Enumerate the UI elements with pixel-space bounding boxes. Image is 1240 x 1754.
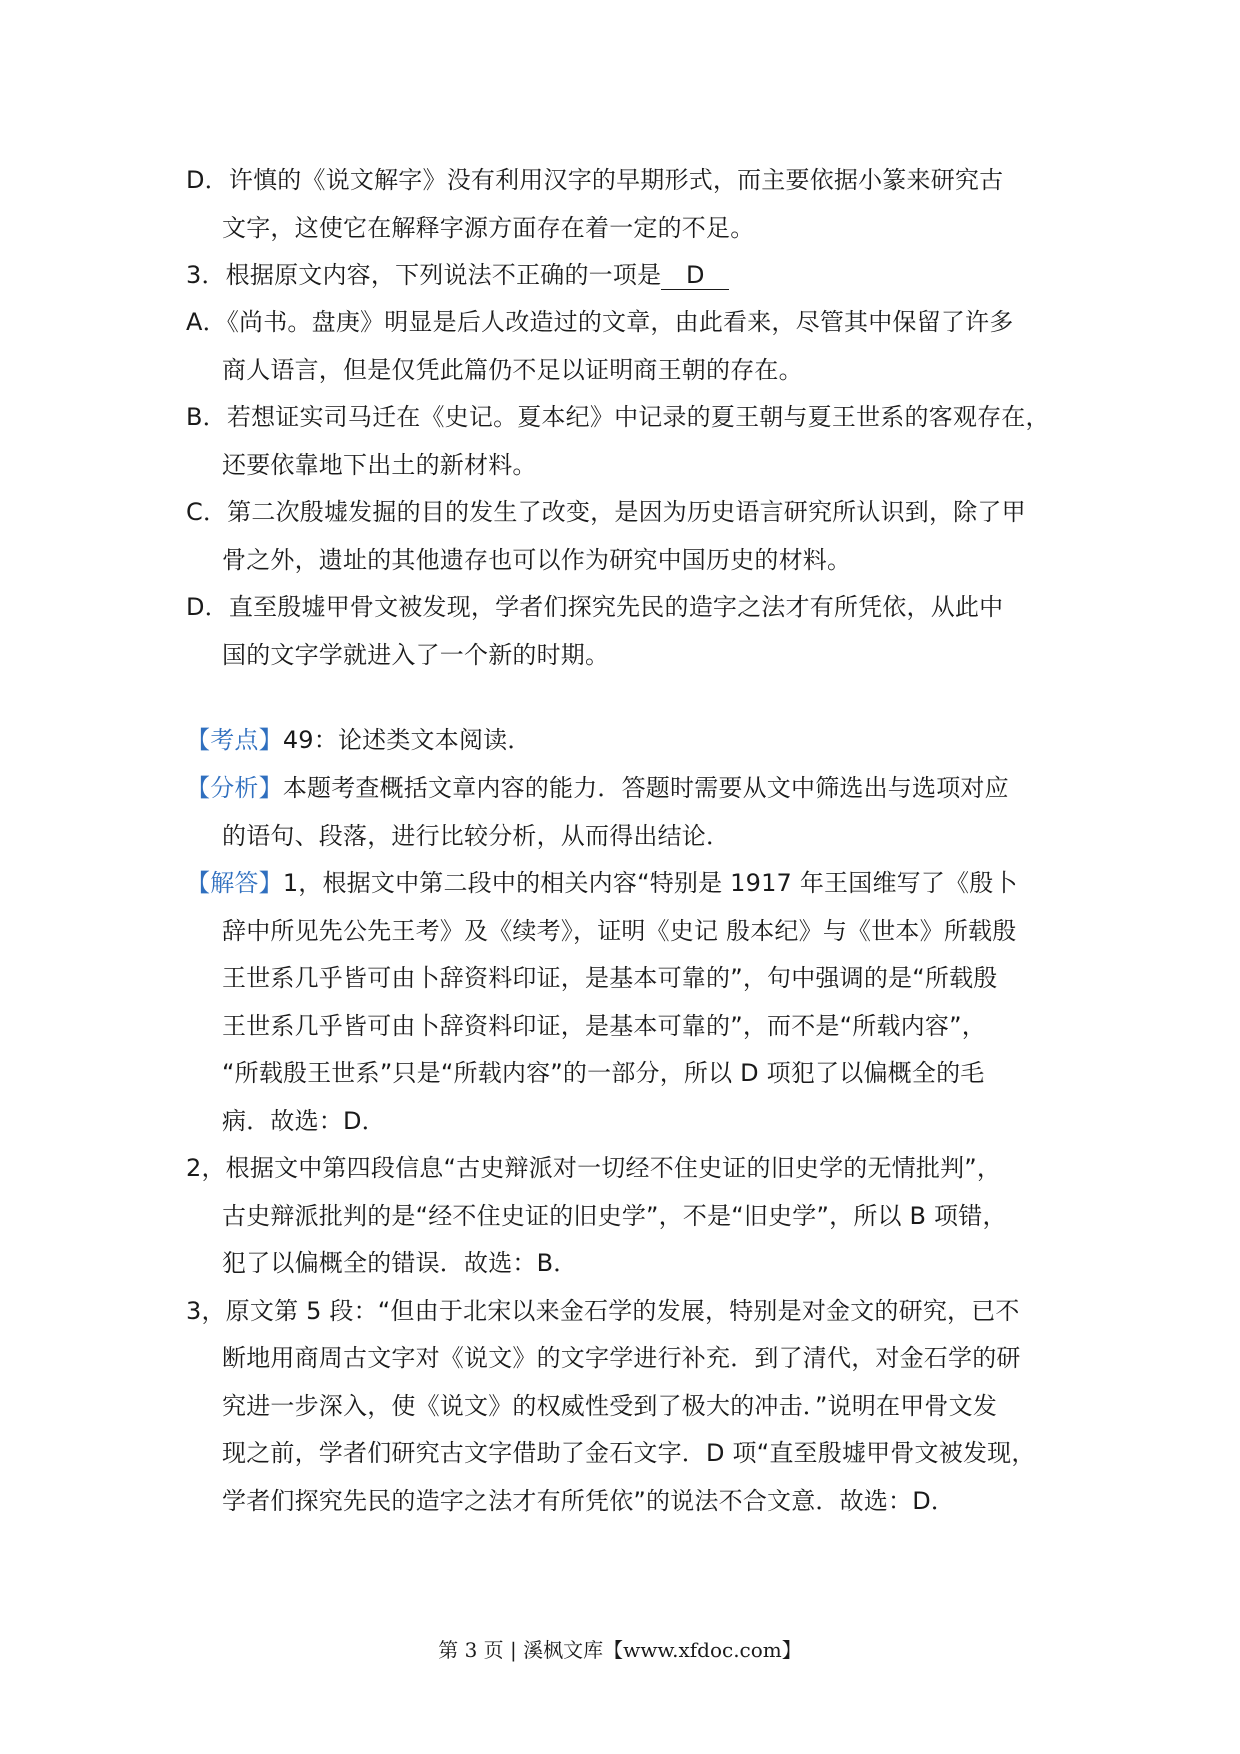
option-label: D． <box>186 593 229 621</box>
jieda-section <box>186 867 1018 899</box>
answer-point-3-cont: 究进一步深入，使《说文》的权威性受到了极大的冲击．”说明在甲骨文发 <box>222 1392 998 1420</box>
option-text: 第二次殷墟发掘的目的发生了改变，是因为历史语言研究所认识到，除了甲 <box>227 498 1026 526</box>
q2-option-d <box>186 164 1003 196</box>
fenxi-text: 本题考查概括文章内容的能力．答题时需要从文中筛选出与选项对应 <box>282 774 1009 802</box>
question-text: 3．根据原文内容，下列说法不正确的一项是 <box>186 261 662 289</box>
answer-point-2-cont: 犯了以偏概全的错误．故选：B． <box>222 1249 578 1277</box>
q3-option-c-cont: 骨之外，遗址的其他遗存也可以作为研究中国历史的材料。 <box>222 546 852 574</box>
jieda-tag: 【解答】 <box>186 869 283 897</box>
jieda-text: 1，根据文中第二段中的相关内容“特别是 1917 年王国维写了《殷卜 <box>282 869 1018 897</box>
option-label: A． <box>186 308 227 336</box>
jieda-line: 辞中所见先公先王考》及《续考》，证明《史记 殷本纪》与《世本》所载殷 <box>222 917 1017 945</box>
answer-point-3-cont: 断地用商周古文字对《说文》的文字学进行补充．到了清代，对金石学的研 <box>222 1344 1021 1372</box>
q3-option-a-cont: 商人语言，但是仅凭此篇仍不足以证明商王朝的存在。 <box>222 356 803 384</box>
q3-option-d <box>186 591 1003 623</box>
jieda-line: 病．故选：D． <box>222 1107 386 1135</box>
option-text: 直至殷墟甲骨文被发现，学者们探究先民的造字之法才有所凭依，从此中 <box>228 593 1004 621</box>
answer-point-2-cont: 古史辩派批判的是“经不住史证的旧史学”，不是“旧史学”，所以 B 项错， <box>222 1202 1007 1230</box>
fenxi-tag: 【分析】 <box>186 774 283 802</box>
option-label: B． <box>186 403 227 431</box>
q3-option-b-cont: 还要依靠地下出土的新材料。 <box>222 451 537 479</box>
jieda-line: 王世系几乎皆可由卜辞资料印证，是基本可靠的”，而不是“所载内容”， <box>222 1012 986 1040</box>
kaodian-text: 49：论述类文本阅读． <box>282 726 532 754</box>
page-footer: 第 3 页 | 溪枫文库【www.xfdoc.com】 <box>438 1638 802 1662</box>
q2-option-d-cont: 文字，这使它在解释字源方面存在着一定的不足。 <box>222 214 755 242</box>
q3-option-b <box>186 401 1050 433</box>
answer-blank: D <box>661 261 729 290</box>
q3-option-d-cont: 国的文字学就进入了一个新的时期。 <box>222 641 610 669</box>
option-text: 若想证实司马迁在《史记。夏本纪》中记录的夏王朝与夏王世系的客观存在， <box>226 403 1050 431</box>
kaodian-tag: 【考点】 <box>186 726 283 754</box>
q3-stem <box>186 259 729 291</box>
answer-point-3-cont: 现之前，学者们研究古文字借助了金石文字．D 项“直至殷墟甲骨文被发现， <box>222 1439 1036 1467</box>
option-label: D． <box>186 166 229 194</box>
answer-point-2: 2，根据文中第四段信息“古史辩派对一切经不住史证的旧史学的无情批判”， <box>186 1154 1002 1182</box>
jieda-line: “所载殷王世系”只是“所载内容”的一部分，所以 D 项犯了以偏概全的毛 <box>222 1059 985 1087</box>
fenxi-section <box>186 772 1009 804</box>
fenxi-text-cont: 的语句、段落，进行比较分析，从而得出结论． <box>222 822 731 850</box>
q3-option-a <box>186 306 1013 338</box>
kaodian-section <box>186 724 532 756</box>
q3-option-c <box>186 496 1026 528</box>
option-text: 许慎的《说文解字》没有利用汉字的早期形式，而主要依据小篆来研究古 <box>228 166 1004 194</box>
answer-point-3-cont: 学者们探究先民的造字之法才有所凭依”的说法不合文意．故选：D． <box>222 1487 956 1515</box>
option-text: 《尚书。盘庚》明显是后人改造过的文章，由此看来，尽管其中保留了许多 <box>226 308 1014 336</box>
jieda-line: 王世系几乎皆可由卜辞资料印证，是基本可靠的”，句中强调的是“所载殷 <box>222 964 998 992</box>
answer-point-3: 3，原文第 5 段：“但由于北宋以来金石学的发展，特别是对金文的研究，已不 <box>186 1297 1020 1325</box>
option-label: C． <box>186 498 228 526</box>
